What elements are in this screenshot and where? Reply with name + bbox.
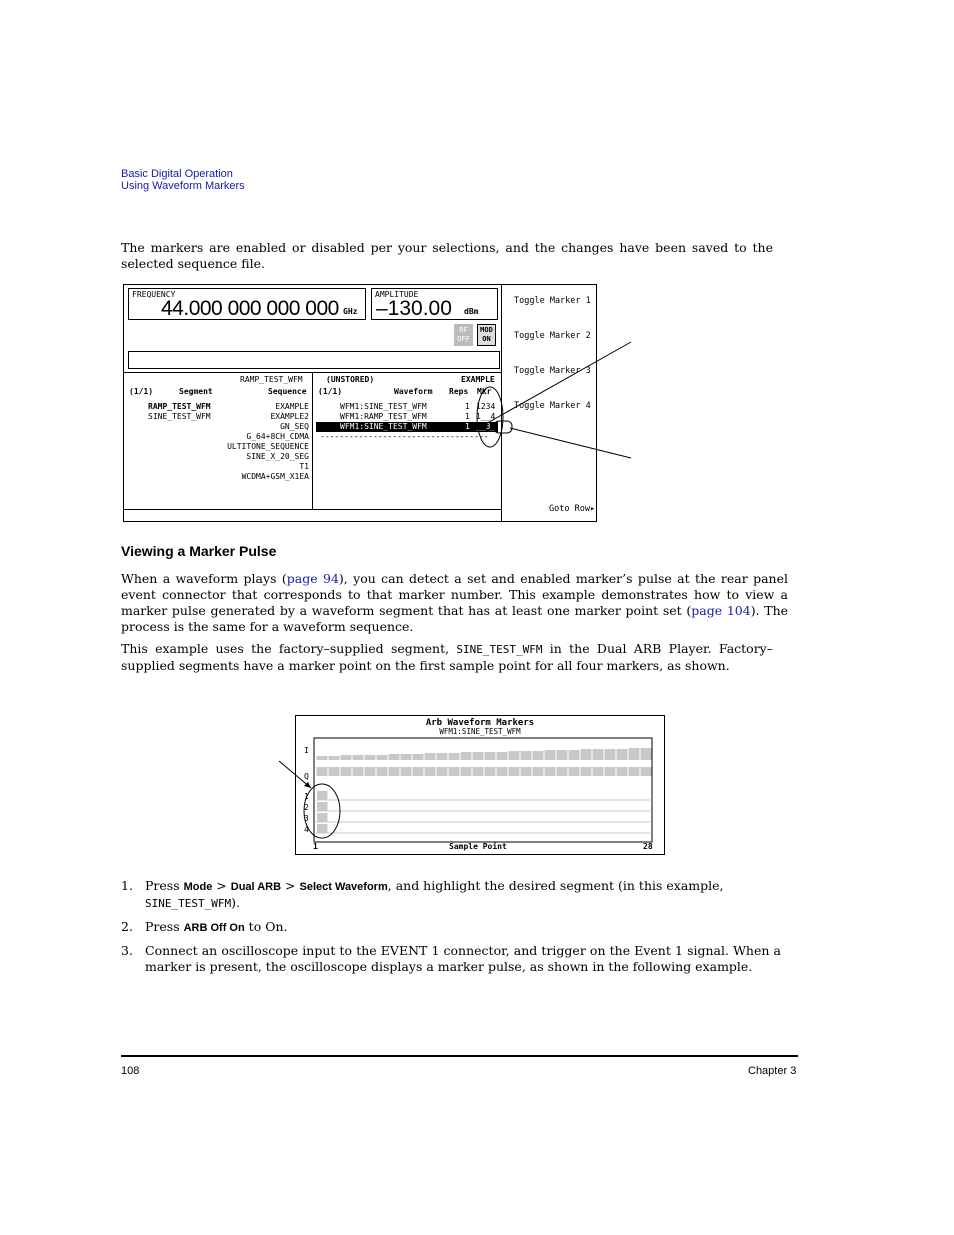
q-trace-bar <box>593 767 604 776</box>
breadcrumb-chapter[interactable]: Basic Digital Operation <box>121 168 233 180</box>
q-trace-bar <box>521 767 532 776</box>
amplitude-value: –130.00 <box>376 297 452 320</box>
i-trace-bar <box>509 751 520 760</box>
i-trace-bar <box>557 750 568 760</box>
softkey-toggle-marker-1[interactable]: Toggle Marker 1 <box>514 296 591 306</box>
q-trace-bar <box>545 767 556 776</box>
x-end-label: 28 <box>643 842 653 851</box>
q-trace-bar <box>413 767 424 776</box>
softkey-goto-row[interactable]: Goto Row▸ <box>549 504 596 514</box>
col-waveform: Waveform <box>394 387 433 396</box>
q-trace-bar <box>389 767 400 776</box>
footer-rule <box>121 1055 798 1057</box>
i-trace-bar <box>641 748 652 760</box>
amplitude-unit: dBm <box>464 307 479 316</box>
code-segment: SINE_TEST_WFM <box>456 643 543 656</box>
q-trace-bar <box>377 767 388 776</box>
arb-markers-subtitle: WFM1:SINE_TEST_WFM <box>439 727 521 736</box>
i-trace-bar <box>461 752 472 760</box>
sequence-item[interactable]: WCDMA+GSM_X1EA <box>241 472 309 481</box>
q-trace-bar <box>449 767 460 776</box>
key-select-waveform[interactable]: Select Waveform <box>299 881 388 893</box>
q-trace-bar <box>425 767 436 776</box>
label-q: Q <box>304 772 309 781</box>
i-trace-bar <box>401 754 412 760</box>
q-trace-bar <box>617 767 628 776</box>
mod-on-badge: MOD ON <box>477 324 496 346</box>
i-trace-bar <box>377 755 388 760</box>
i-trace-bar <box>497 752 508 760</box>
frequency-label: FREQUENCY <box>132 290 176 299</box>
i-trace-bar <box>617 749 628 760</box>
sequence-item[interactable]: SINE_X_20_SEG <box>246 452 309 461</box>
q-trace-bar <box>641 767 652 776</box>
q-trace-bar <box>509 767 520 776</box>
i-trace-bar <box>593 749 604 760</box>
q-trace-bar <box>353 767 364 776</box>
col-reps: Reps <box>449 387 469 396</box>
marker-callout <box>275 755 350 845</box>
rf-off-badge: RF OFF <box>454 324 473 346</box>
i-trace-bar <box>473 752 484 760</box>
i-trace-bar <box>437 753 448 760</box>
segment-item[interactable]: SINE_TEST_WFM <box>148 412 211 421</box>
i-trace-bar <box>365 755 376 760</box>
segment-item[interactable]: RAMP_TEST_WFM <box>148 402 211 411</box>
marker-label-3: 3 <box>304 814 309 823</box>
right-panel-count: (1/1) <box>318 387 343 396</box>
key-arb-off-on[interactable]: ARB Off On <box>183 922 245 934</box>
i-trace-bar <box>353 755 364 760</box>
amplitude-display <box>371 288 498 320</box>
sequence-item[interactable]: EXAMPLE <box>275 402 309 411</box>
callout-lines <box>450 330 640 470</box>
left-panel-title: RAMP_TEST_WFM <box>240 375 303 384</box>
q-trace-bar <box>533 767 544 776</box>
label-i: I <box>304 746 309 755</box>
x-start-label: 1 <box>313 842 318 851</box>
arb-markers-title: Arb Waveform Markers <box>425 718 535 728</box>
q-trace-bar <box>461 767 472 776</box>
col-sequence: Sequence <box>268 387 307 396</box>
softkey-toggle-marker-3[interactable]: Toggle Marker 3 <box>514 366 591 376</box>
q-trace-bar <box>629 767 640 776</box>
sequence-title: EXAMPLE <box>461 375 495 384</box>
sequence-item[interactable]: G_64+8CH_CDMA <box>246 432 309 441</box>
key-dual-arb[interactable]: Dual ARB <box>230 881 282 893</box>
link-page-94[interactable]: page 94 <box>286 571 339 586</box>
step-item: 3. Connect an oscilloscope input to the EVENT 1 connector, and trigger on the Event 1 signal. When a marker is present, the oscilloscope displays a marker pulse, as shown in the following example. <box>121 943 781 974</box>
breadcrumb-section[interactable]: Using Waveform Markers <box>121 180 245 192</box>
unstored-label: (UNSTORED) <box>326 375 375 384</box>
amplitude-label: AMPLITUDE <box>375 290 419 299</box>
frequency-display <box>128 288 366 320</box>
i-trace-bar <box>629 748 640 760</box>
i-trace-bar <box>449 753 460 760</box>
marker-label-4: 4 <box>304 825 309 834</box>
i-trace-bar <box>569 750 580 760</box>
divider-horizontal <box>124 372 502 373</box>
sequence-item[interactable]: EXAMPLE2 <box>270 412 309 421</box>
q-trace-bar <box>497 767 508 776</box>
divider-bottom <box>124 509 502 510</box>
q-trace-bar <box>569 767 580 776</box>
i-trace-bar <box>533 751 544 760</box>
row-separator: ----------------------------------- <box>320 432 489 441</box>
col-mkr: Mkr <box>477 387 492 396</box>
i-trace-bar <box>389 754 400 760</box>
q-trace-bar <box>365 767 376 776</box>
sequence-item[interactable]: ULTITONE_SEQUENCE <box>227 442 309 451</box>
marker-label-1: 1 <box>304 792 309 801</box>
q-trace-bar <box>605 767 616 776</box>
intro-paragraph: The markers are enabled or disabled per your selections, and the changes have been saved to the selected sequence file. <box>121 240 773 271</box>
i-trace-bar <box>545 750 556 760</box>
step-item: 2. Press ARB Off On to On. <box>121 919 288 934</box>
i-trace-bar <box>581 749 592 760</box>
step-list <box>121 878 781 975</box>
sequence-item[interactable]: GN_SEQ <box>280 422 309 431</box>
softkey-toggle-marker-2[interactable]: Toggle Marker 2 <box>514 331 591 341</box>
paragraph-example: This example uses the factory–supplied segment, SINE_TEST_WFM in the Dual ARB Player. Factory–supplied segments have a marker point on the first sample point for all four markers, as shown. <box>121 641 773 673</box>
table-row-selected[interactable]: WFM1:SINE_TEST_WFM 1 __3_ <box>316 422 498 432</box>
sequence-list <box>220 402 309 482</box>
sequence-item[interactable]: T1 <box>299 462 309 471</box>
q-trace-bar <box>437 767 448 776</box>
instrument-screen: FREQUENCY 44.000 000 000 000 GHz AMPLITUDE –130.00 dBm RF OFF MOD ON RAMP_TEST_WFM (1/1) Segment Sequence RAMP_TEST_WFM SINE_TEST_WFM EXAMPLE EXAMPLE2 GN_SEQ G_64+8CH_CDMA ULTITONE_SEQUENCE SINE_X_20_SEG T1 WCDMA+GSM_X1EA (UNSTORED) EXAMPLE (1/1) Waveform Reps Mkr WFM1:SINE_TEST_WFM 1 1234 WFM1:RAMP_TEST_WFM 1 1__4 WFM1:SINE_TEST_WFM 1 __3_ ----------------------------------- Toggle Marker 1 Toggle Marker 2 Toggle Marker 3 Toggle Marker 4 Goto Row▸ <box>123 284 597 522</box>
divider-vertical <box>312 372 313 509</box>
i-trace-bar <box>413 754 424 760</box>
key-mode[interactable]: Mode <box>183 881 213 893</box>
q-trace-bar <box>557 767 568 776</box>
i-trace-bar <box>425 753 436 760</box>
q-trace-bar <box>401 767 412 776</box>
q-trace-bar <box>473 767 484 776</box>
i-trace-bar <box>521 751 532 760</box>
frequency-value: 44.000 000 000 000 <box>161 297 339 320</box>
q-trace-bar <box>581 767 592 776</box>
chapter-label: Chapter 3 <box>748 1065 797 1077</box>
section-title: Viewing a Marker Pulse <box>121 543 277 559</box>
i-trace-bar <box>485 752 496 760</box>
left-panel-count: (1/1) <box>129 387 154 396</box>
step-item: 1. Press Mode > Dual ARB > Select Waveform, and highlight the desired segment (in this example, SINE_TEST_WFM). <box>121 878 724 910</box>
paragraph-marker-pulse: When a waveform plays (page 94), you can detect a set and enabled marker’s pulse at the rear panel event connector that corresponds to that marker number. This example demonstrates how to view a marker pulse generated by a waveform segment that has at least one marker point set (page 104). The process is the same for a waveform sequence. <box>121 571 789 634</box>
status-bar <box>128 351 500 369</box>
x-axis-label: Sample Point <box>449 842 507 851</box>
arb-markers-screen <box>295 715 665 855</box>
marker-plot <box>296 716 664 854</box>
link-page-104[interactable]: page 104 <box>691 603 751 618</box>
frequency-unit: GHz <box>343 307 358 316</box>
marker-label-2: 2 <box>304 803 309 812</box>
i-trace-bar <box>605 749 616 760</box>
softkey-toggle-marker-4[interactable]: Toggle Marker 4 <box>514 401 591 411</box>
page-number: 108 <box>121 1065 140 1077</box>
q-trace-bar <box>485 767 496 776</box>
col-segment: Segment <box>179 387 213 396</box>
